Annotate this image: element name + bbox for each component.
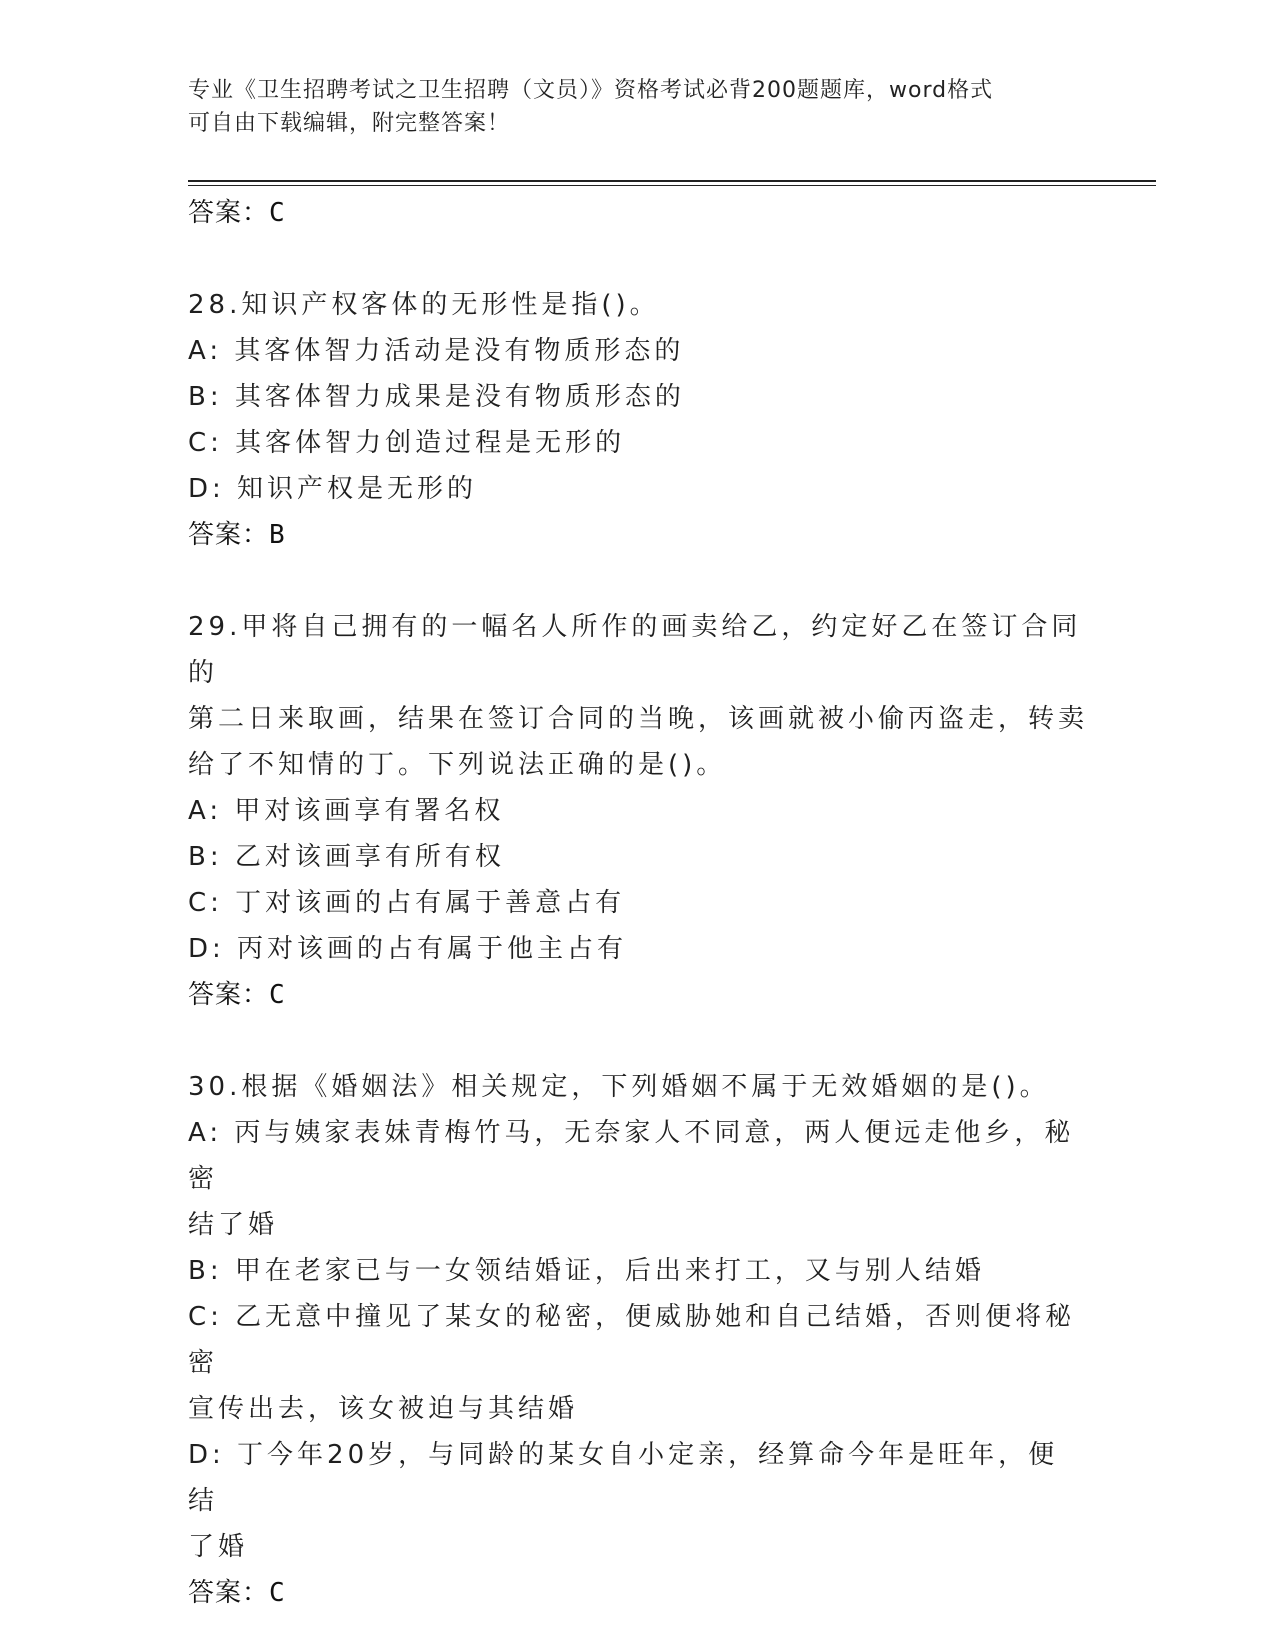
answer-option-line: C: 其客体智力创造过程是无形的	[188, 428, 626, 458]
answer-value: C	[269, 1578, 286, 1608]
answer-option-line: C: 丁对该画的占有属于善意占有	[188, 888, 626, 918]
answer-label: 答案：	[188, 1578, 270, 1608]
header-line-2: 可自由下载编辑，附完整答案！	[188, 111, 511, 136]
question-answer	[188, 512, 1088, 558]
question-block	[188, 604, 1088, 1018]
answer-option-line: A: 甲对该画享有署名权	[188, 796, 505, 826]
header-divider-thin	[188, 185, 1156, 186]
answer-option-line: B: 其客体智力成果是没有物质形态的	[188, 382, 685, 412]
answer-option-line: D: 丙对该画的占有属于他主占有	[188, 934, 628, 964]
answer-value: C	[269, 198, 286, 228]
answer-option-line: B: 甲在老家已与一女领结婚证，后出来打工，又与别人结婚	[188, 1256, 985, 1286]
question-stem-line: 给了不知情的丁。下列说法正确的是()。	[188, 750, 727, 780]
answer-label: 答案：	[188, 520, 270, 550]
answer-option-line: D: 丁今年20岁，与同龄的某女自小定亲，经算命今年是旺年，便结	[188, 1440, 1059, 1516]
answer-option-line: 了婚	[188, 1532, 249, 1562]
question-stem-line: 28.知识产权客体的无形性是指()。	[188, 290, 660, 320]
header-line-1: 专业《卫生招聘考试之卫生招聘（文员）》资格考试必背200题题库，word格式	[188, 78, 994, 103]
question-block	[188, 282, 1088, 558]
question-list	[188, 190, 1088, 1616]
question-stem-line: 第二日来取画，结果在签订合同的当晚，该画就被小偷丙盗走，转卖	[188, 704, 1089, 734]
answer-value: C	[269, 980, 286, 1010]
question-stem-line: 30.根据《婚姻法》相关规定，下列婚姻不属于无效婚姻的是()。	[188, 1072, 1050, 1102]
question-answer	[188, 972, 1088, 1018]
previous-answer	[188, 190, 1088, 236]
question-stem-line: 29.甲将自己拥有的一幅名人所作的画卖给乙，约定好乙在签订合同的	[188, 612, 1082, 688]
answer-option-line: 宣传出去，该女被迫与其结婚	[188, 1394, 579, 1424]
answer-option-line: C: 乙无意中撞见了某女的秘密，便威胁她和自己结婚，否则便将秘密	[188, 1302, 1076, 1378]
answer-value: B	[269, 520, 286, 550]
answer-label: 答案：	[188, 980, 270, 1010]
question-block	[188, 1064, 1088, 1616]
answer-option-line: A: 其客体智力活动是没有物质形态的	[188, 336, 685, 366]
question-answer	[188, 1570, 1088, 1616]
answer-label: 答案：	[188, 198, 270, 228]
header-divider-thick	[188, 180, 1156, 182]
questions-container	[188, 282, 1088, 1616]
answer-option-line: A: 丙与姨家表妹青梅竹马，无奈家人不同意，两人便远走他乡，秘密	[188, 1118, 1075, 1194]
answer-option-line: B: 乙对该画享有所有权	[188, 842, 505, 872]
document-header	[188, 74, 1068, 140]
answer-option-line: 结了婚	[188, 1210, 279, 1240]
answer-option-line: D: 知识产权是无形的	[188, 474, 478, 504]
